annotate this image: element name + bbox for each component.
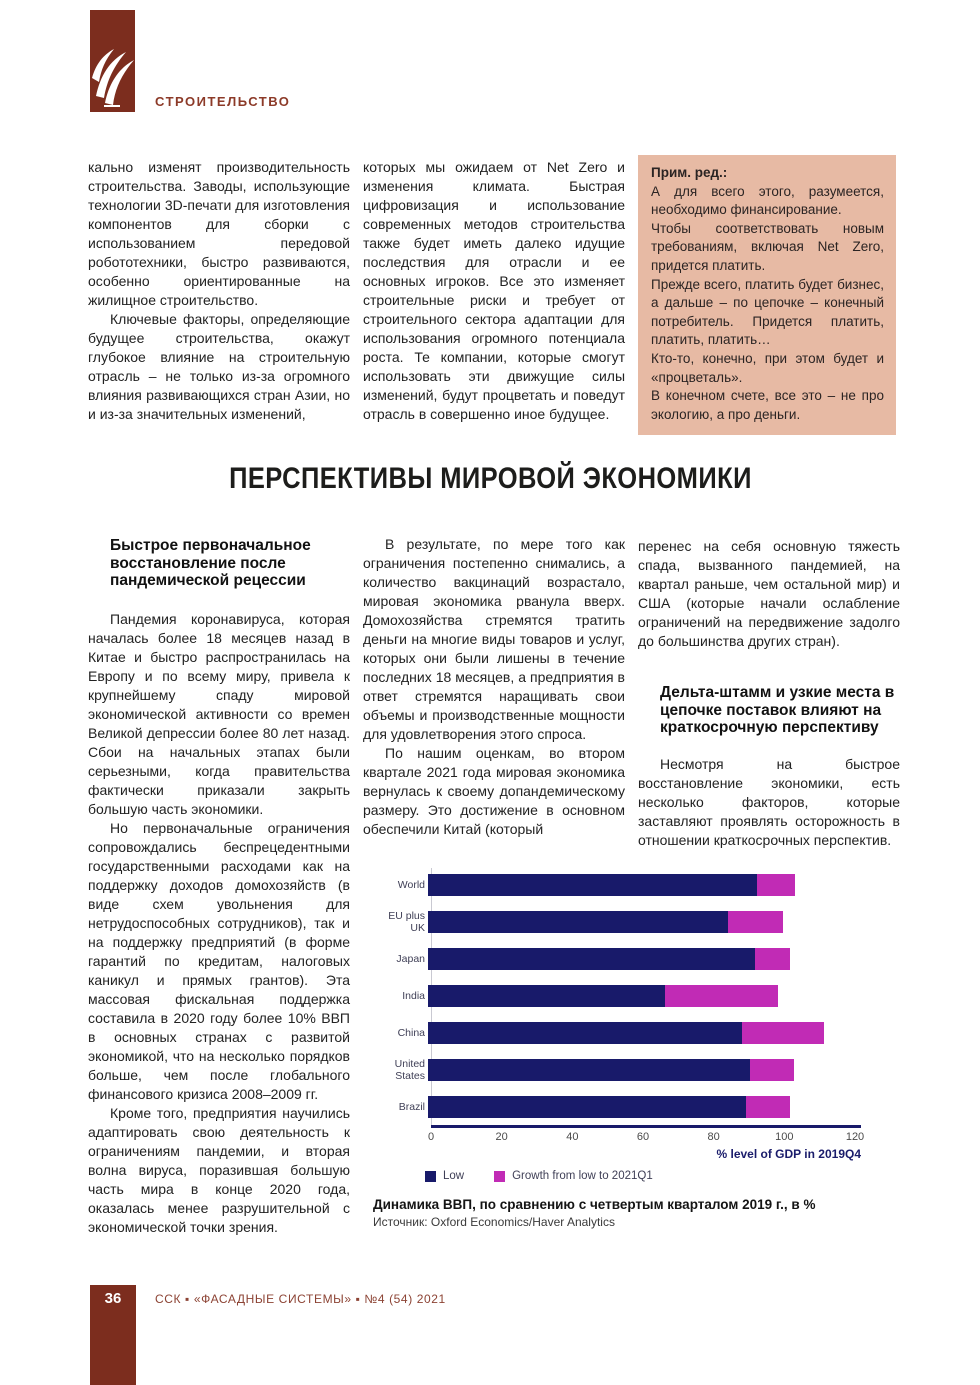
- chart-bar: [428, 985, 856, 1007]
- legend-swatch-low: [425, 1171, 436, 1182]
- legend-item: [425, 1170, 464, 1182]
- chart-bar: [428, 1059, 856, 1081]
- bar-segment-growth: [757, 874, 796, 896]
- chart-row: [371, 1014, 895, 1051]
- legend-swatch-growth: [494, 1171, 505, 1182]
- article-column-2: [363, 535, 625, 839]
- note-line: А для всего этого, разумеется, необходимо финансирование.: [651, 183, 884, 218]
- bar-segment-growth: [750, 1059, 794, 1081]
- paragraph: Пандемия коронавируса, которая началась более 18 месяцев назад в Китае и быстро распространилась на Европу и по всему миру, привела к крупнейшему спаду мировой экономической активности со времен Великой депрессии более 80 лет назад. Сбои на начальных этапах были серьезными, когда правительства фактически приказали закрыть большую часть экономики.: [88, 610, 350, 817]
- chart-caption: Динамика ВВП, по сравнению с четвертым кварталом 2019 г., в %: [373, 1197, 816, 1212]
- footer-page-box: [90, 1285, 136, 1385]
- chart-category-label: Japan: [396, 952, 425, 965]
- bar-segment-growth: [728, 911, 783, 933]
- chart-bar: [428, 874, 856, 896]
- note-line: Прежде всего, платить будет бизнес, а дальше – по цепочке – конечный потребитель. Придется платить, платить, платить…: [651, 276, 884, 348]
- publisher-logo: [90, 10, 135, 112]
- bar-segment-growth: [742, 1022, 823, 1044]
- page-number: 36: [104, 1290, 122, 1307]
- paragraph: Несмотря на быстрое восстановление экономики, есть несколько факторов, которые заставляют проявлять осторожность в отношении краткосрочных перспектив.: [638, 755, 900, 848]
- article-column-3: [638, 537, 900, 850]
- section-label: СТРОИТЕЛЬСТВО: [155, 94, 291, 109]
- note-line: Кто-то, конечно, при этом будет и «процветаль».: [651, 350, 884, 385]
- subheading-recovery: [88, 537, 350, 590]
- x-axis-tick-label: 100: [775, 1131, 794, 1143]
- editor-note-box: [638, 155, 896, 435]
- paragraph: В результате, по мере того как ограничения постепенно снимались, а количество вакцинаций возрастало, мировая экономика рванула вверх. Домохозяйства стремятся тратить деньги на многие виды товаров и услуг, которых они были лишены в течение последних 18 месяцев, а предприятия в ответ стремятся наращивать свои объемы и производственные мощности для удовлетворения этого спроса.: [363, 536, 625, 742]
- article-column-1: [88, 537, 350, 1237]
- chart-row: [371, 903, 895, 940]
- chart-bar: [428, 948, 856, 970]
- chart-row: [371, 1051, 895, 1088]
- legend-label: Growth from low to 2021Q1: [512, 1170, 653, 1182]
- chart-category-label: EU plus UK: [388, 909, 425, 934]
- x-axis-line: [431, 1125, 861, 1128]
- x-axis-label: % level of GDP in 2019Q4: [716, 1147, 861, 1161]
- bar-segment-growth: [746, 1096, 790, 1118]
- legend-label: Low: [443, 1170, 465, 1182]
- bar-segment-low: [428, 1059, 750, 1081]
- paragraph: По нашим оценкам, во втором квартале 2021 года мировая экономика вернулась к своему допандемическому размеру. Это достижение в основном обеспечили Китай (который: [363, 745, 625, 837]
- chart-category-label: Brazil: [398, 1100, 425, 1113]
- subheading-delta: [638, 684, 900, 737]
- bar-segment-low: [428, 948, 755, 970]
- intro-column-2: [363, 158, 625, 424]
- chart-row: [371, 1088, 895, 1125]
- chart-bar: [428, 1022, 856, 1044]
- editor-note-body: [651, 183, 884, 425]
- article-title-text: ПЕРСПЕКТИВЫ МИРОВОЙ ЭКОНОМИКИ: [228, 462, 752, 495]
- gdp-chart: [371, 866, 895, 1229]
- x-axis-tick-label: 40: [566, 1131, 579, 1143]
- x-axis-tick-label: 80: [707, 1131, 720, 1143]
- chart-row: [371, 977, 895, 1014]
- heading-highlight: [633, 737, 659, 748]
- chart-category-label: India: [402, 989, 425, 1002]
- x-axis-tick-label: 60: [636, 1131, 650, 1143]
- chart-source: Источник: Oxford Economics/Haver Analytics: [373, 1215, 615, 1229]
- chart-category-label: China: [397, 1026, 425, 1039]
- bar-segment-low: [428, 1096, 746, 1118]
- article-col3-body: [638, 755, 900, 850]
- paragraph: кально изменят производительность строительства. Заводы, использующие технологии 3D-печати для изготовления компонентов для сборки с использованием передовой робототехники, быстро развиваются, особенно ориентированные на жилищное строительство.: [88, 159, 350, 308]
- bar-segment-growth: [665, 985, 778, 1007]
- chart-category-label: World: [397, 878, 425, 891]
- article-col1-body: [88, 610, 350, 1237]
- x-axis-ticks: [427, 1131, 865, 1147]
- subheading-text: Быстрое первоначальное восстановление после пандемической рецессии: [110, 537, 311, 589]
- logo-swoosh-icon: [90, 10, 135, 112]
- paragraph: Но первоначальные ограничения сопровождались беспрецедентными государственными расходами как на поддержку доходов домохозяйств (в виде схем увольнения для нетрудоспособных сотрудников), так и на поддержку предприятий (в форме гарантий по кредитам, налоговых каникул и прямых грантов). Эта массовая фискальная поддержка составила в 2020 году более 10% ВВП в основных странах с развитой экономикой, что на несколько порядков больше, чем после глобального финансового кризиса 2008–2009 гг.: [88, 819, 350, 1102]
- subheading-text: Дельта-штамм и узкие места в цепочке поставок влияют на краткосрочную перспективу: [660, 684, 895, 736]
- x-axis-tick-label: 0: [427, 1131, 435, 1143]
- paragraph: перенес на себя основную тяжесть спада, вызванного пандемией, на квартал раньше, чем остальной мир) и США (которые начали ослабление ограничений на передвижение задолго до большинства других стран).: [638, 538, 900, 649]
- paragraph: которых мы ожидаем от Net Zero и изменения климата. Быстрая цифровизация и использование современных методов строительства также будет иметь далеко идущие последствия для отрасли и ее основных игроков. Все это изменяет строительные риски и требует от строительного сектора адаптации для использования огромного потенциала роста. Те компании, которые смогут использовать эти движущие силы изменений, будут процветать и поведут отрасль в совершенно иное будущее.: [363, 159, 625, 422]
- bar-segment-low: [428, 985, 665, 1007]
- footer-issue-line: ССК ▪ «ФАСАДНЫЕ СИСТЕМЫ» ▪ №4 (54) 2021: [155, 1292, 446, 1306]
- bar-segment-growth: [755, 948, 790, 970]
- chart-legend: [371, 1170, 895, 1182]
- x-axis-tick-label: 20: [495, 1131, 508, 1143]
- legend-item: [494, 1170, 653, 1182]
- chart-row: [371, 866, 895, 903]
- chart-bar: [428, 911, 856, 933]
- paragraph: Ключевые факторы, определяющие будущее строительства, окажут глубокое влияние на строительную отрасль – не только из-за огромного влияния развивающихся стран Азии, но и из-за значительных изменений,: [88, 311, 350, 422]
- intro-column-1: [88, 158, 350, 424]
- x-axis-tick-label: 120: [845, 1131, 865, 1143]
- editor-note-title: Прим. ред.:: [651, 165, 728, 180]
- bar-segment-low: [428, 1022, 742, 1044]
- article-title: [0, 462, 980, 496]
- paragraph: Кроме того, предприятия научились адаптировать свою деятельность к ограничениям пандемии, и вторая волна вируса, поразившая большую часть мира в конце 2020 года, оказалась менее разрушительной с экономической точки зрения.: [88, 1104, 350, 1235]
- note-line: В конечном счете, все это – не про экологию, а про деньги.: [651, 388, 884, 422]
- note-line: Чтобы соответствовать новым требованиям, включая Net Zero, придется платить.: [651, 220, 884, 273]
- bar-segment-low: [428, 911, 728, 933]
- bar-segment-low: [428, 874, 757, 896]
- chart-row: [371, 940, 895, 977]
- chart-plot-area: [371, 866, 895, 1125]
- chart-category-label: United States: [394, 1057, 425, 1082]
- chart-bar: [428, 1096, 856, 1118]
